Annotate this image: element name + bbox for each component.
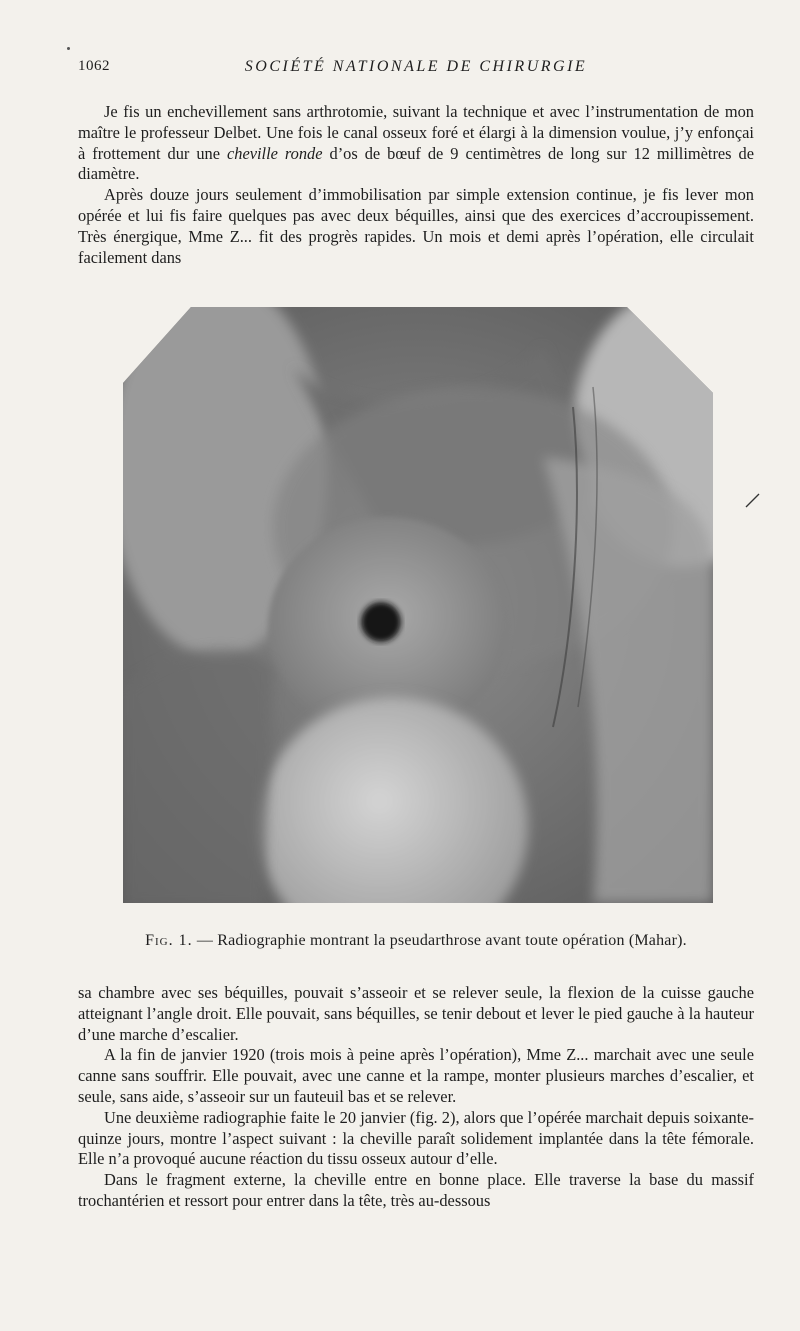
page-speck: [67, 47, 70, 50]
radiograph-image: [123, 307, 713, 903]
figure-caption: [78, 932, 754, 950]
italic-term: cheville ronde: [226, 143, 323, 163]
figure-caption-text: — Radiographie montrant la pseudarthrose avant toute opération (Mahar).: [192, 932, 687, 949]
figure-label: Fig. 1.: [145, 932, 193, 949]
journal-title: SOCIÉTÉ NATIONALE DE CHIRURGIE: [244, 58, 588, 75]
paragraph: A la fin de janvier 1920 (trois mois à peine après l’opération), Mme Z... marchait avec une seule canne sans souffrir. Elle pouvait, avec une canne et la rampe, monter plusieurs marches d’escalier, et seule, sans aide, s’asseoir sur un fauteuil bas et se relever.: [78, 1045, 754, 1106]
radiograph-figure: [123, 307, 713, 903]
running-head: [78, 58, 754, 82]
paragraph: Dans le fragment externe, la cheville entre en bonne place. Elle traverse la base du massif trochantérien et ressort pour entrer dans la tête, très au-dessous: [78, 1170, 754, 1210]
margin-stroke: [742, 490, 762, 510]
paragraph: Une deuxième radiographie faite le 20 janvier (fig. 2), alors que l’opérée marchait depuis soixante-quinze jours, montre l’aspect suivant : la cheville paraît solidement implantée dans la tête fémorale. Elle n’a provoqué aucune réaction du tissu osseux autour d’elle.: [78, 1107, 754, 1169]
body-text-bottom: [78, 983, 754, 1212]
paragraph: Après douze jours seulement d’immobilisation par simple extension continue, je fis lever mon opérée et lui fis faire quelques pas avec deux béquilles, ainsi que des exercices d’accroupissement. Très énergique, Mme Z... fit des progrès rapides. Un mois et demi après l’opération, elle circulait facilement dans: [78, 185, 754, 267]
page-number: 1062: [78, 58, 110, 74]
paragraph: Je fis un enchevillement sans arthrotomie, suivant la technique et avec l’instrumentation de mon maître le professeur Delbet. Une fois le canal osseux foré et élargi à la dimension voulue, j’y enfonçai à frottement dur une cheville ronde d’os de bœuf de 9 centimètres de long sur 12 millimètres de diamètre.: [78, 102, 755, 184]
body-text-top: [78, 102, 754, 268]
paragraph: sa chambre avec ses béquilles, pouvait s’asseoir et se relever seule, la flexion de la cuisse gauche atteignant l’angle droit. Elle pouvait, sans béquilles, se tenir debout et lever le pied gauche à la hauteur d’une marche d’escalier.: [78, 983, 754, 1044]
